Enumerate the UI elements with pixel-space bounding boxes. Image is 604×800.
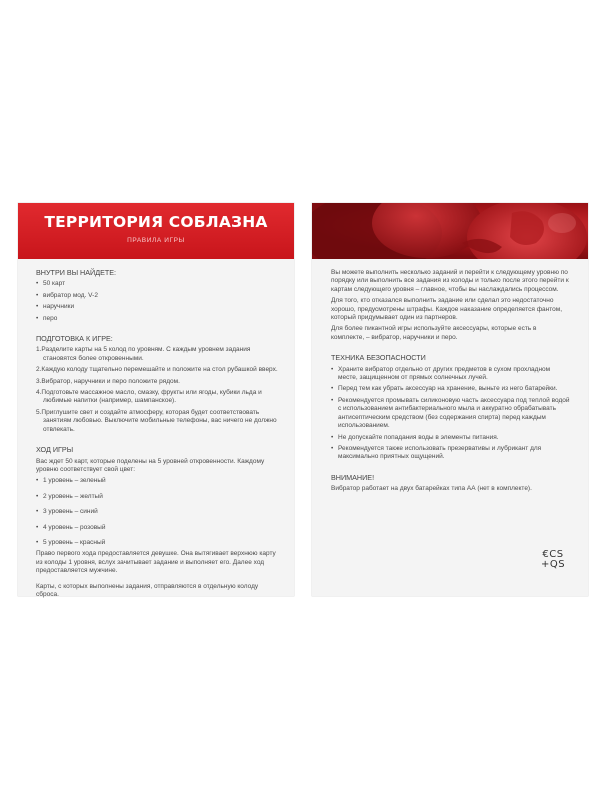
game-para-1: Право первого хода предоставляется девушке. Она вытягивает верхнюю карту из колоды 1 уровня, вслух зачитывает задание и выполняет его. Далее ход предоставляется мужчине. xyxy=(36,550,276,575)
list-item: 2.Каждую колоду тщательно перемешайте и положите на стол рубашкой вверх. xyxy=(36,366,278,374)
prep-list xyxy=(36,346,278,434)
list-item: • 3 уровень – синий xyxy=(36,508,278,516)
list-item: • 2 уровень – желтый xyxy=(36,493,278,501)
list-item: • Рекомендуется также использовать презервативы и лубрикант для максимально приятных ощущений. xyxy=(331,445,571,462)
game-para-2: Карты, с которых выполнены задания, отправляются в отдельную колоду сброса. xyxy=(36,582,259,598)
logo-top-text: €CS xyxy=(542,549,564,560)
title-banner xyxy=(18,203,294,259)
list-item: • 5 уровень – красный xyxy=(36,539,278,547)
list-item: • 50 карт xyxy=(36,280,278,288)
list-item: • вибратор мод. V-2 xyxy=(36,292,278,300)
game-title: ТЕРРИТОРИЯ СОБЛАЗНА xyxy=(44,213,268,231)
safety-heading: ТЕХНИКА БЕЗОПАСНОСТИ xyxy=(331,353,426,363)
inside-list xyxy=(36,280,278,323)
list-item: • 1 уровень – зеленый xyxy=(36,477,278,485)
list-item: • Перед тем как убрать аксессуар на хранение, выньте из него батарейки. xyxy=(331,385,571,393)
levels-list xyxy=(36,477,278,547)
list-item: • перо xyxy=(36,315,278,323)
right-para-2: Для того, кто отказался выполнить задание или сделал это недостаточно хорошо, предусмотрены штрафы. Каждое наказание определяется фантом, который придумывает один из партнеров. xyxy=(331,297,563,322)
prep-heading: ПОДГОТОВКА К ИГРЕ: xyxy=(36,334,113,344)
brand-logo xyxy=(540,550,566,576)
left-content xyxy=(36,269,278,599)
logo-bottom-text: +QS xyxy=(540,559,566,570)
right-para-1: Вы можете выполнить несколько заданий и перейти к следующему уровню по порядку или выполнить все задания из колоды и только после этого перейти к картам следующего уровня – главное, чтобы вы наслаждались процессом. xyxy=(331,269,569,293)
right-para-3: Для более пикантной игры используйте аксессуары, которые есть в комплекте, – вибратор, наручники и перо. xyxy=(331,325,537,341)
list-item: • Рекомендуется промывать силиконовую часть аксессуара под теплой водой с использованием антибактериального мыла и аккуратно обрабатывать антисептическим средством (без содержания спирта) перед каждым использованием. xyxy=(331,397,571,431)
list-item: 4.Подготовьте массажное масло, смазку, фрукты или ягоды, кубики льда и любимые напитки (например, шампанское). xyxy=(36,389,262,405)
list-item: • 4 уровень – розовый xyxy=(36,524,278,532)
game-subtitle: ПРАВИЛА ИГРЫ xyxy=(127,237,185,244)
list-item: 3.Вибратор, наручники и перо положите рядом. xyxy=(36,377,180,385)
header-photo xyxy=(312,203,588,259)
attention-text: Вибратор работает на двух батарейках типа АА (нет в комплекте). xyxy=(331,485,532,493)
game-heading: ХОД ИГРЫ xyxy=(36,445,74,455)
couple-photo-art xyxy=(312,203,588,259)
list-item: • Не допускайте попадания воды в элементы питания. xyxy=(331,434,571,442)
inside-heading: ВНУТРИ ВЫ НАЙДЕТЕ: xyxy=(36,268,117,277)
list-item: • Храните вибратор отдельно от других предметов в сухом прохладном месте, защищенном от прямых солнечных лучей. xyxy=(331,366,571,383)
left-page xyxy=(18,203,294,596)
right-page xyxy=(312,203,588,596)
list-item: 1.Разделите карты на 5 колод по уровням. С каждым уровнем задания становятся более откровенными. xyxy=(36,346,251,362)
list-item: 5.Приглушите свет и создайте атмосферу, которая будет соответствовать занятиям любовью. Выключите мобильные телефоны, вас ничего не должно отвлекать. xyxy=(36,408,277,433)
right-content xyxy=(331,269,571,494)
safety-list xyxy=(331,366,571,462)
attention-heading: ВНИМАНИЕ! xyxy=(331,472,375,482)
list-item: • наручники xyxy=(36,303,278,311)
game-intro: Вас ждет 50 карт, которые поделены на 5 уровней откровенности. Каждому уровню соответствует свой цвет: xyxy=(36,457,265,473)
